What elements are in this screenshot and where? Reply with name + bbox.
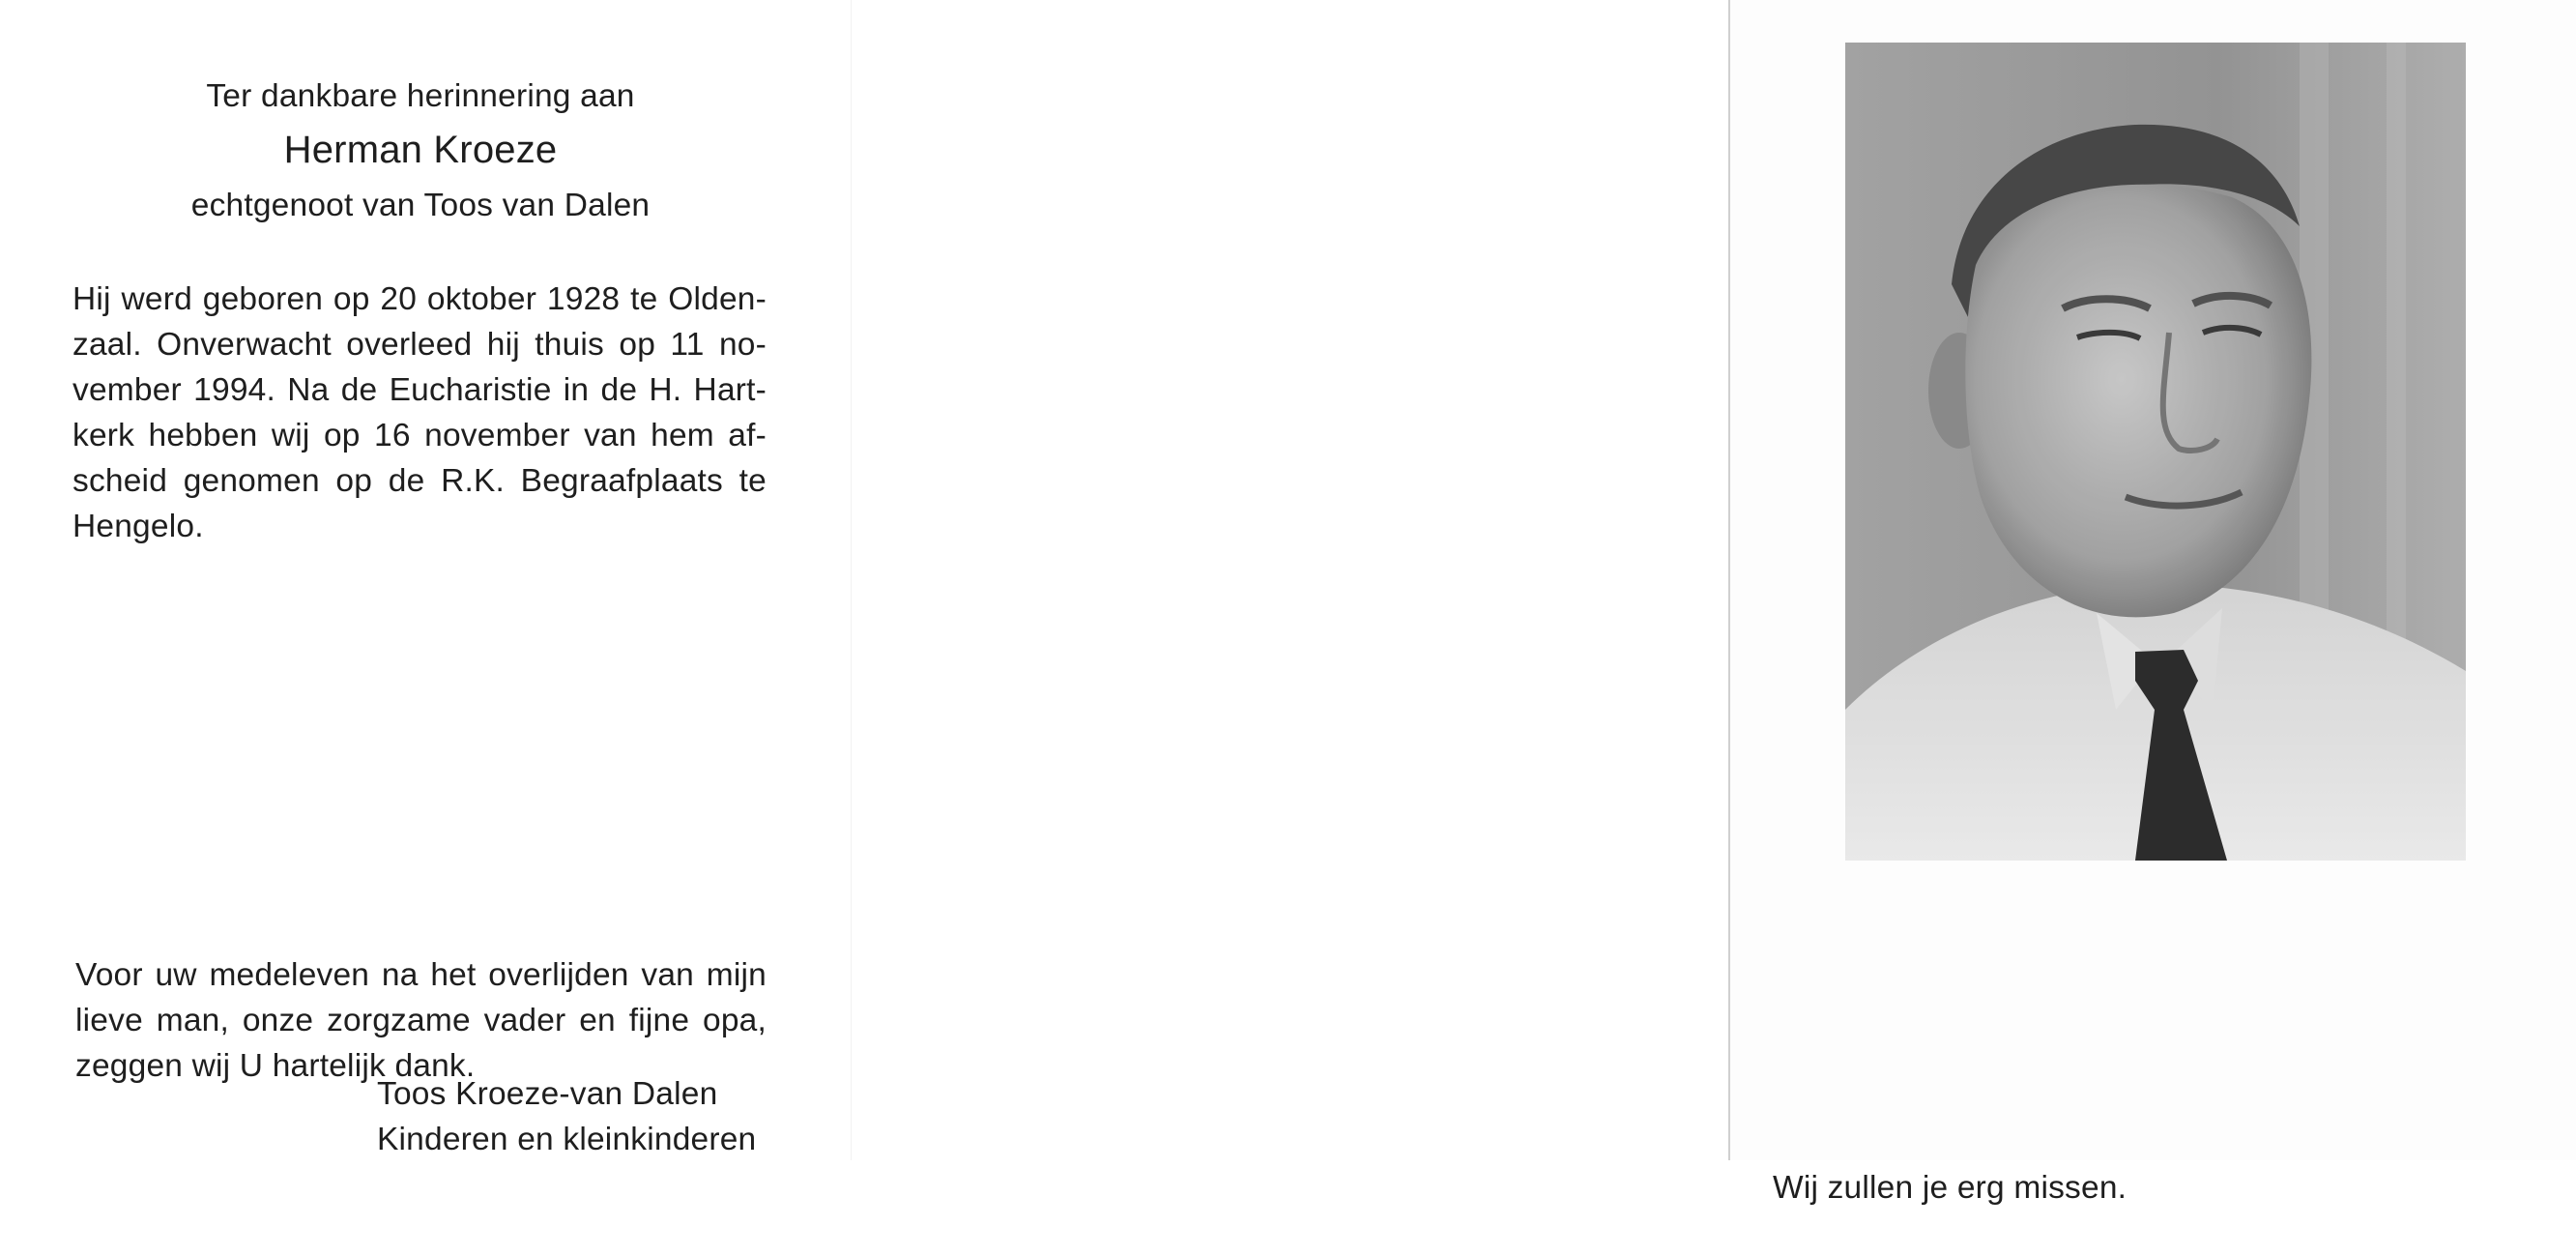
portrait-photo [1845,43,2466,861]
family-line: Kinderen en kleinkinderen [377,1122,757,1157]
spouse-line: echtgenoot van Toos van Dalen [190,188,651,223]
signature-block [377,1071,756,1162]
bio-line: Hij werd geboren op 20 oktober 1928 te Olden- [72,281,767,317]
intro-block [72,73,768,228]
left-panel [0,0,851,1160]
middle-panel [851,0,2127,1206]
bio-line: scheid genomen op de R.K. Begraafplaats te [72,463,767,499]
portrait-photo-icon [1845,43,2466,861]
remembrance-heading: Ter dankbare herinnering aan [206,78,635,114]
bio-line: vember 1994. Na de Eucharistie in de H. Hart- [72,372,767,408]
thanks-line: zeggen wij U hartelijk dank. [75,1048,476,1084]
thanks-paragraph [75,952,767,1089]
thanks-line: Voor uw medeleven na het overlijden van mijn [75,957,767,993]
bio-line: kerk hebben wij op 16 november van hem af- [72,418,767,453]
widow-name: Toos Kroeze-van Dalen [377,1076,718,1112]
deceased-name: Herman Kroeze [283,129,558,171]
bio-line: Hengelo. [72,509,204,544]
biography-paragraph [72,277,767,549]
thanks-line: lieve man, onze zorgzame vader en fijne opa, [75,1003,767,1038]
bio-line: zaal. Onverwacht overleed hij thuis op 11 no- [72,327,767,363]
stanza-line: Wij zullen je erg missen. [1773,1170,2127,1206]
